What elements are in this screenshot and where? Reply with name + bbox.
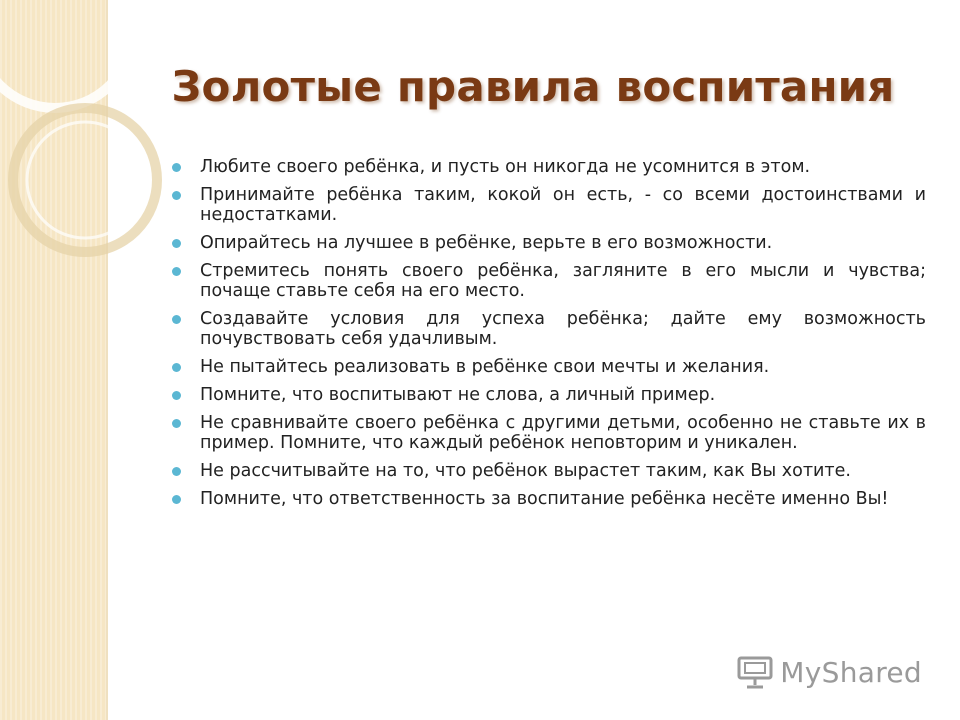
decorative-circles <box>0 0 180 270</box>
bullet-icon <box>172 419 181 428</box>
bullet-icon <box>172 239 181 248</box>
list-item-text: Не пытайтесь реализовать в ребёнке свои мечты и желания. <box>200 357 770 377</box>
list-item <box>170 309 926 349</box>
bullet-icon <box>172 315 181 324</box>
list-item <box>170 413 926 453</box>
list-item <box>170 385 926 405</box>
list-item-text: Опирайтесь на лучшее в ребёнке, верьте в его возможности. <box>200 233 773 253</box>
bullet-icon <box>172 267 181 276</box>
list-item <box>170 357 926 377</box>
list-item <box>170 185 926 225</box>
bullet-icon <box>172 163 181 172</box>
rules-list <box>170 157 926 517</box>
watermark <box>736 655 922 689</box>
list-item <box>170 233 926 253</box>
decorative-circle-inner <box>27 122 143 238</box>
decorative-circle-medium <box>13 108 157 252</box>
list-item-text: Не рассчитывайте на то, что ребёнок вырастет таким, как Вы хотите. <box>200 461 851 481</box>
presentation-board-icon <box>736 655 774 689</box>
bullet-icon <box>172 363 181 372</box>
list-item <box>170 261 926 301</box>
bullet-icon <box>172 495 181 504</box>
bullet-icon <box>172 391 181 400</box>
bullet-icon <box>172 467 181 476</box>
slide-title: Золотые правила воспитания <box>171 62 895 111</box>
list-item-text: Помните, что ответственность за воспитание ребёнка несёте именно Вы! <box>200 489 889 509</box>
list-item-text: Принимайте ребёнка таким, кокой он есть, - со всеми достоинствами и недостатками. <box>200 185 926 225</box>
list-item <box>170 489 926 509</box>
list-item-text: Помните, что воспитывают не слова, а личный пример. <box>200 385 716 405</box>
list-item-text: Любите своего ребёнка, и пусть он никогда не усомнится в этом. <box>200 157 811 177</box>
list-item <box>170 157 926 177</box>
watermark-text: MyShared <box>780 655 922 689</box>
list-item-text: Стремитесь понять своего ребёнка, загляните в его мысли и чувства; почаще ставьте себя на его место. <box>200 261 926 301</box>
list-item-text: Не сравнивайте своего ребёнка с другими детьми, особенно не ставьте их в пример. Помните, что каждый ребёнок неповторим и уникален. <box>200 413 926 453</box>
bullet-icon <box>172 191 181 200</box>
list-item <box>170 461 926 481</box>
list-item-text: Создавайте условия для успеха ребёнка; дайте ему возможность почувствовать себя удачливым. <box>200 309 926 349</box>
